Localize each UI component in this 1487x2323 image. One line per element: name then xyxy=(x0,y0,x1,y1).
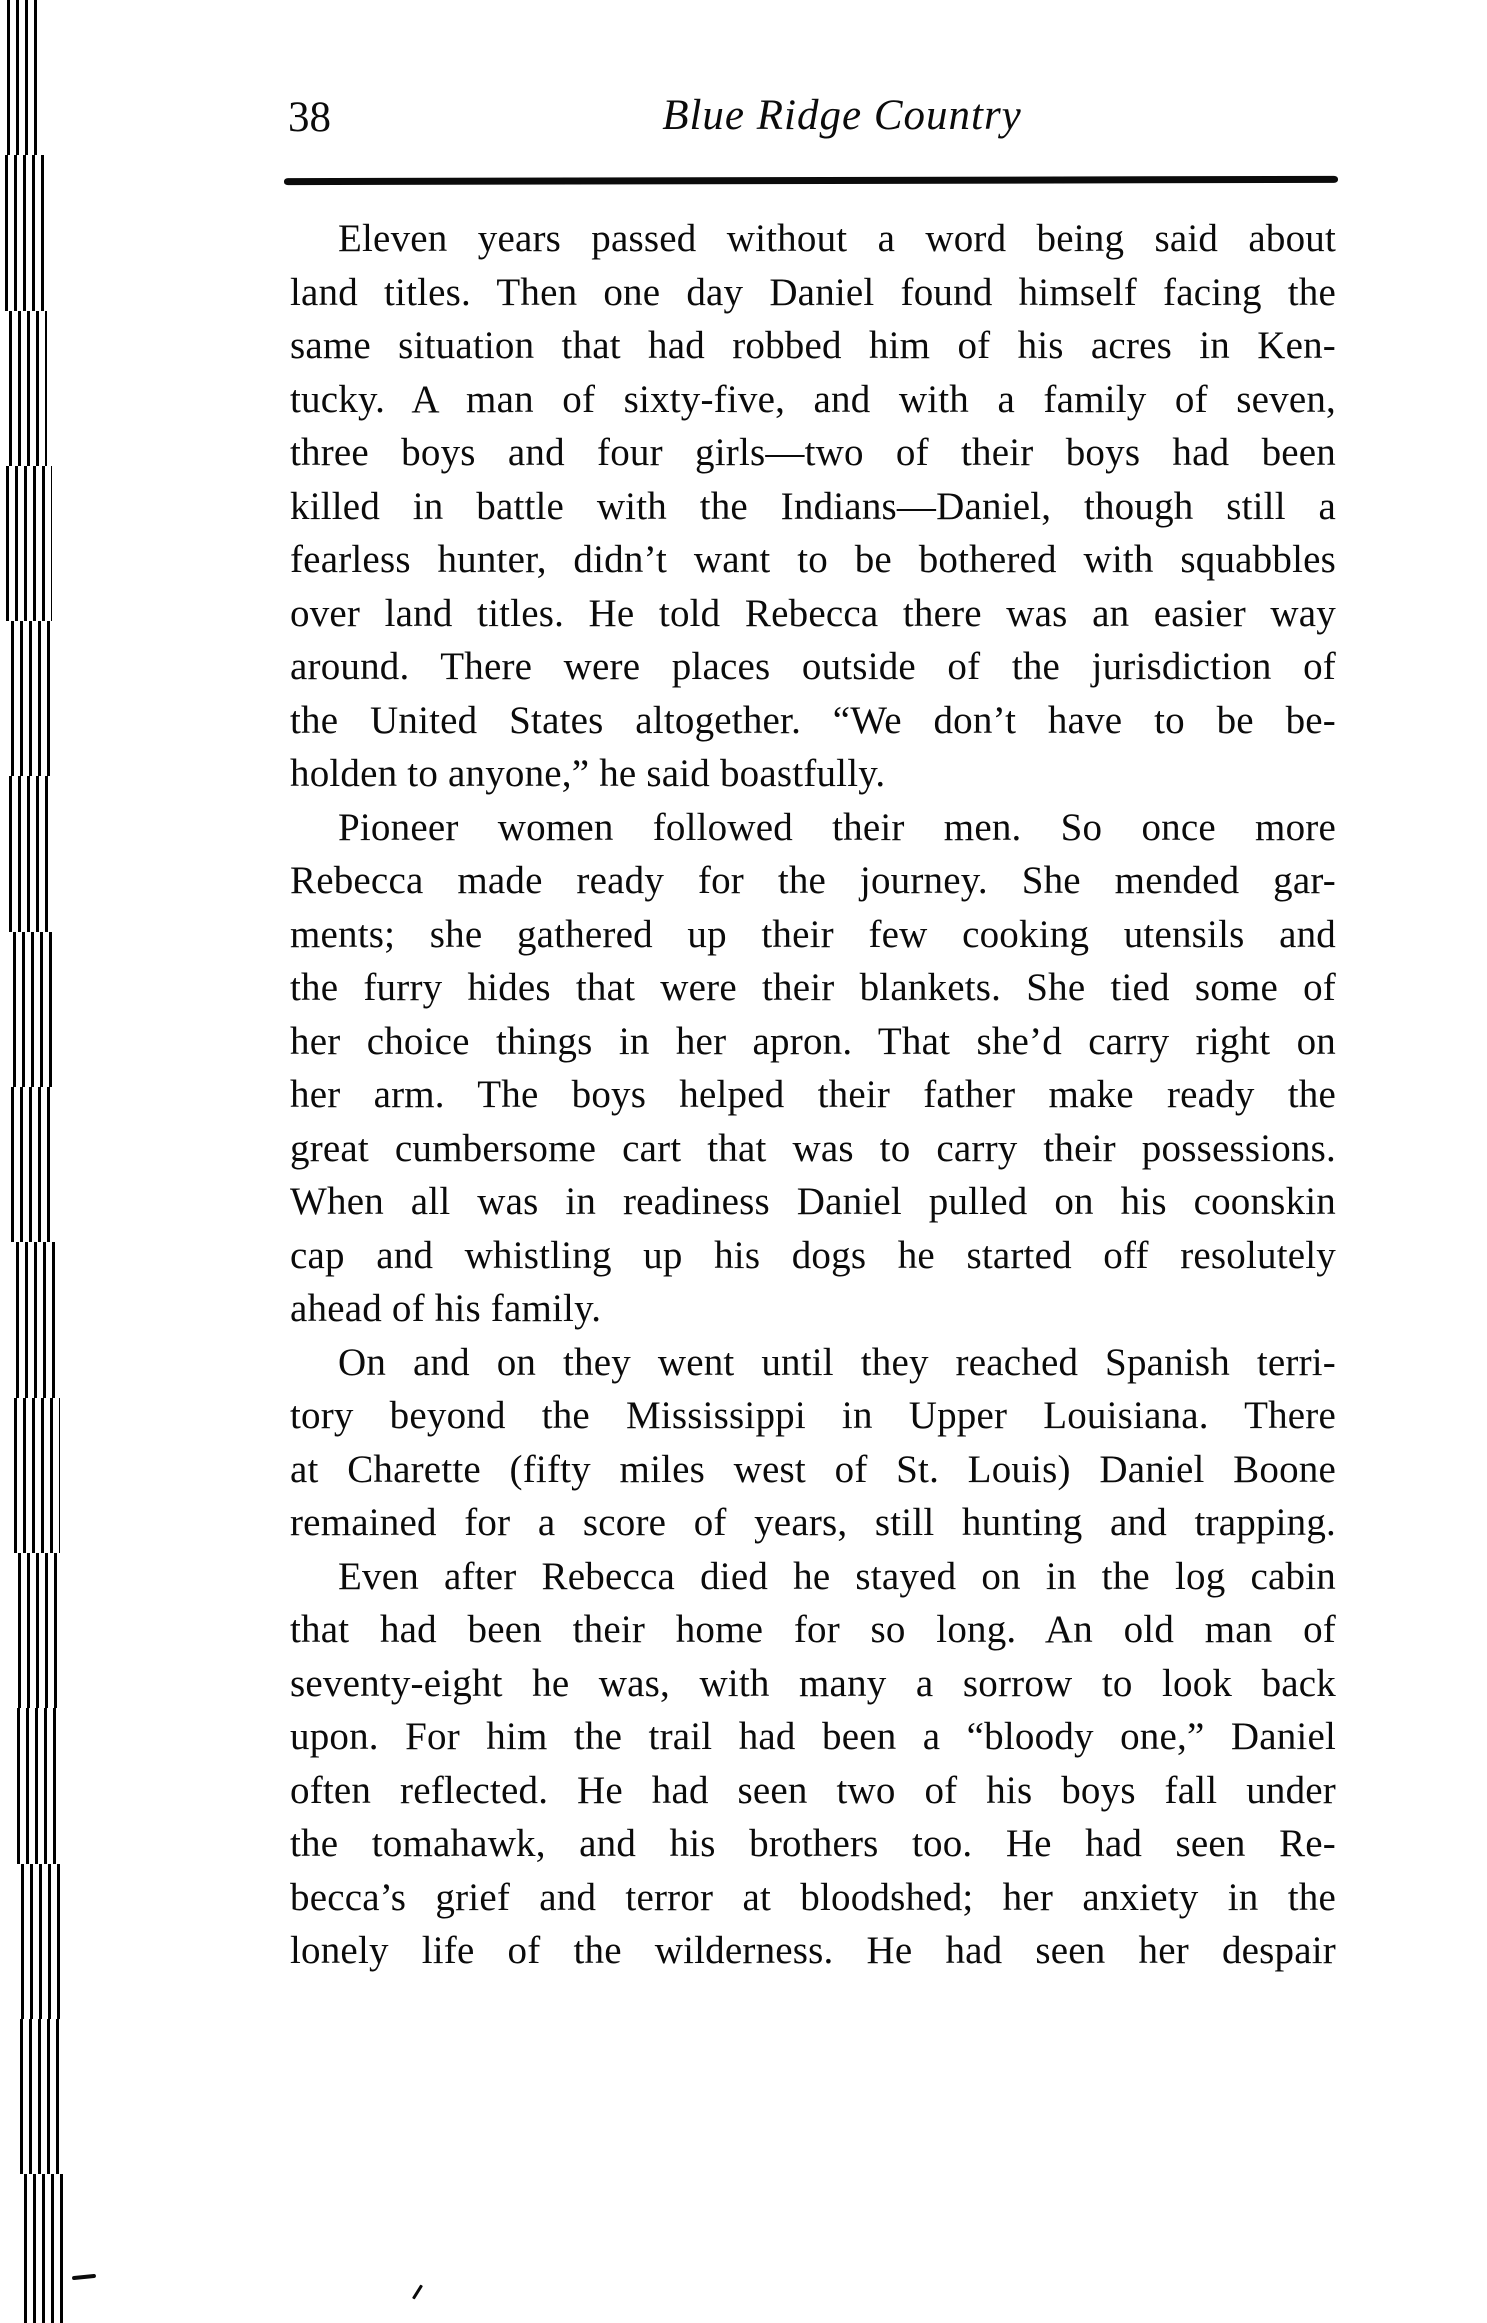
text-line: holden to anyone,” he said boastfully. xyxy=(290,752,886,795)
text-line: killed in battle with the Indians—Daniel, though still a xyxy=(290,484,1336,528)
running-title: Blue Ridge Country xyxy=(662,92,1022,139)
text-line: the furry hides that were their blankets. She tied some of xyxy=(290,966,1336,1009)
text-line: three boys and four girls—two of their boys had been xyxy=(290,431,1336,474)
text-line: Rebecca made ready for the journey. She mended gar- xyxy=(290,859,1336,902)
text-line: seventy-eight he was, with many a sorrow to look back xyxy=(290,1661,1336,1705)
text-line: When all was in readiness Daniel pulled on his coonskin xyxy=(290,1180,1336,1223)
text-line: upon. For him the trail had been a “bloody one,” Daniel xyxy=(290,1715,1336,1758)
scan-speck-slash xyxy=(412,2284,423,2299)
text-line: that had been their home for so long. An old man of xyxy=(290,1608,1336,1651)
text-line: over land titles. He told Rebecca there was an easier way xyxy=(290,591,1336,635)
text-line: Even after Rebecca died he stayed on in the log cabin xyxy=(338,1554,1336,1598)
text-line: around. There were places outside of the jurisdiction of xyxy=(290,645,1336,688)
text-line: the tomahawk, and his brothers too. He had seen Re- xyxy=(290,1822,1336,1865)
text-line: great cumbersome cart that was to carry their possessions. xyxy=(290,1126,1336,1170)
text-line: On and on they went until they reached Spanish terri- xyxy=(338,1340,1336,1384)
page-number: 38 xyxy=(288,94,331,141)
binding-shadow-stripes xyxy=(0,0,90,2323)
text-line: her choice things in her apron. That she’d carry right on xyxy=(290,1019,1336,1063)
text-line: tory beyond the Mississippi in Upper Louisiana. There xyxy=(290,1394,1336,1437)
text-line: ments; she gathered up their few cooking utensils and xyxy=(290,912,1336,956)
text-line: the United States altogether. “We don’t have to be be- xyxy=(290,698,1336,742)
text-line: cap and whistling up his dogs he started off resolutely xyxy=(290,1233,1336,1277)
text-line: land titles. Then one day Daniel found himself facing the xyxy=(290,270,1336,314)
text-line: fearless hunter, didn’t want to be bothered with squabbles xyxy=(290,538,1336,581)
text-line: lonely life of the wilderness. He had seen her despair xyxy=(290,1929,1336,1972)
text-line: becca’s grief and terror at bloodshed; her anxiety in the xyxy=(290,1875,1336,1919)
header-rule xyxy=(284,176,1338,185)
text-line: Eleven years passed without a word being said about xyxy=(338,217,1336,260)
text-line: ahead of his family. xyxy=(290,1287,602,1330)
text-line: same situation that had robbed him of his acres in Ken- xyxy=(290,324,1336,367)
body-text xyxy=(290,212,1336,1978)
text-line: Pioneer women followed their men. So once more xyxy=(338,805,1336,849)
text-line: remained for a score of years, still hunting and trapping. xyxy=(290,1501,1336,1544)
text-line: at Charette (fifty miles west of St. Louis) Daniel Boone xyxy=(290,1447,1336,1491)
text-line: often reflected. He had seen two of his boys fall under xyxy=(290,1768,1336,1812)
text-line: tucky. A man of sixty-five, and with a family of seven, xyxy=(290,377,1336,421)
text-line: her arm. The boys helped their father make ready the xyxy=(290,1073,1336,1116)
